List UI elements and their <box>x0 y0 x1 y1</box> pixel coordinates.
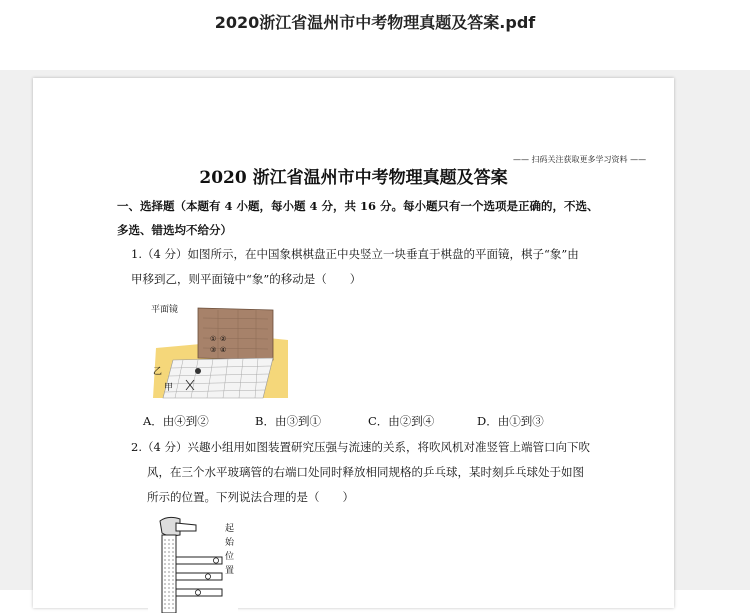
document-page <box>33 78 674 608</box>
q1-option-a: A．由④到② <box>143 414 209 428</box>
q1-text-line2: 甲移到乙，则平面镜中“象”的移动是（ ） <box>131 272 362 286</box>
q1-chessboard-mirror-figure <box>148 298 293 400</box>
window-title: 2020浙江省温州市中考物理真题及答案.pdf <box>214 13 536 32</box>
yi-label: 乙 <box>153 367 163 377</box>
qr-side-note: —— 扫码关注获取更多学习资料 —— <box>513 155 647 164</box>
document-viewer[interactable] <box>0 70 750 590</box>
chess-piece <box>195 368 201 374</box>
q1-option-b: B．由③到① <box>255 414 321 428</box>
start-label-char-2: 始 <box>225 538 235 548</box>
q1-text-line1: 1.（4 分）如图所示，在中国象棋棋盘正中央竖立一块垂直于棋盘的平面镜，棋子“象”由 <box>131 247 579 261</box>
circle-label-3: ③ <box>210 346 217 354</box>
circle-label-1: ① <box>210 335 217 343</box>
circle-label-2: ② <box>220 335 227 343</box>
q1-option-d: D．由①到③ <box>477 414 544 428</box>
start-label-char-3: 位 <box>225 552 235 562</box>
q2-text-line3: 所示的位置。下列说法合理的是（ ） <box>147 490 354 504</box>
title-bar <box>0 0 750 70</box>
section-heading-line1: 一、选择题（本题有 4 小题，每小题 4 分，共 16 分。每小题只有一个选项是正确的，不选、 <box>117 199 599 213</box>
document-title: 2020 浙江省温州市中考物理真题及答案 <box>199 168 508 188</box>
q2-blower-pipes-figure <box>148 513 238 613</box>
q2-text-line1: 2.（4 分）兴趣小组用如图装置研究压强与流速的关系，将吹风机对准竖管上端管口向下吹 <box>131 440 590 454</box>
mirror-label: 平面镜 <box>151 305 179 315</box>
circle-label-4: ④ <box>220 346 227 354</box>
start-label-char-4: 置 <box>225 566 235 576</box>
q2-text-line2: 风，在三个水平玻璃管的右端口处同时释放相同规格的乒乓球，某时刻乒乓球处于如图 <box>147 465 584 479</box>
start-label-char-1: 起 <box>225 524 235 534</box>
q1-option-c: C．由②到④ <box>368 414 435 428</box>
section-heading-line2: 多选、错选均不给分） <box>117 223 232 237</box>
jia-label: 甲 <box>164 383 174 393</box>
